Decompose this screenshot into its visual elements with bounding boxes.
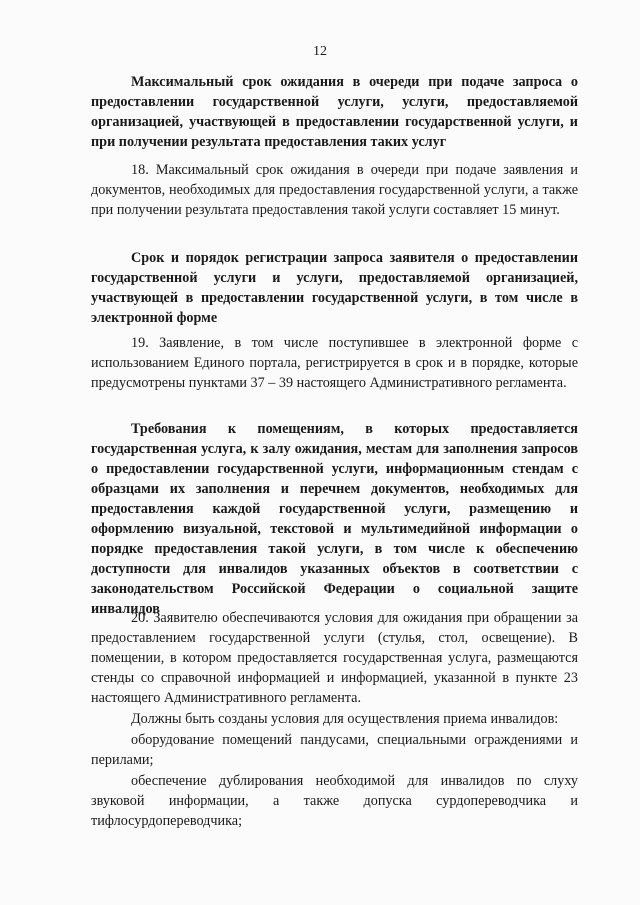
page-number: 12 [313, 44, 327, 59]
paragraph-20: 20. Заявителю обеспечиваются условия для ожидания при обращении за предоставлением государственной услуги (стулья, стол, освещение). В помещении, в котором предоставляется государственная услуга, размещаются стенды со справочной информацией и информацией, указанной в пункте 23 настоящего Административного регламента. [91, 610, 578, 706]
section-heading-premises-requirements: Требования к помещениям, в которых предоставляется государственная услуга, к залу ожидания, местам для заполнения запросов о предоставлении государственной услуги, информационным стендам с образцами их заполнения и перечнем документов, необходимых для предоставления каждой государственной услуги, размещению и оформлению визуальной, текстовой и мультимедийной информации о порядке предоставления такой услуги, в том числе к обеспечению доступности для инвалидов указанных объектов в соответствии с законодательством Российской Федерации о социальной защите инвалидов [91, 421, 578, 617]
section-heading-waiting-time: Максимальный срок ожидания в очереди при подаче запроса о предоставлении государственной услуги, услуги, предоставляемой организацией, участвующей в предоставлении государственной услуги, и при получении результата предоставления таких услуг [91, 74, 578, 150]
paragraph-20-item-sign-language: обеспечение дублирования необходимой для инвалидов по слуху звуковой информации, а также допуска сурдопереводчика и тифлосурдопереводчика; [91, 773, 578, 829]
paragraph-19: 19. Заявление, в том числе поступившее в электронной форме с использованием Единого портала, регистрируется в срок и в порядке, которые предусмотрены пунктами 37 – 39 настоящего Административного регламента. [91, 335, 578, 391]
section-heading-registration: Срок и порядок регистрации запроса заявителя о предоставлении государственной услуги и услуги, предоставляемой организацией, участвующей в предоставлении государственной услуги, в том числе в электронной форме [91, 250, 578, 326]
paragraph-20-conditions: Должны быть созданы условия для осуществления приема инвалидов: [131, 711, 559, 727]
paragraph-20-item-ramps: оборудование помещений пандусами, специальными ограждениями и перилами; [91, 732, 578, 768]
paragraph-18: 18. Максимальный срок ожидания в очереди при подаче заявления и документов, необходимых для предоставления государственной услуги, а также при получении результата предоставления такой услуги составляет 15 минут. [91, 162, 578, 218]
paragraph-20-block [91, 608, 578, 831]
